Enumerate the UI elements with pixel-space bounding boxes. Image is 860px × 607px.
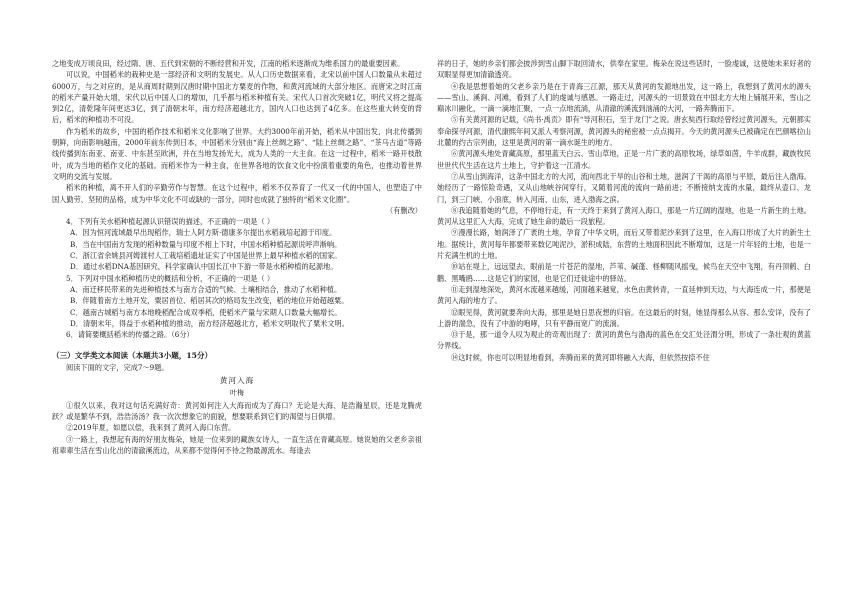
story-paragraph: ④我是思想着她的父老乡亲乃是在于青海三江源，那天从黄河的发源地出发，这一路上，我想到了黄河水的源头——雪山、溪涧、河滩，看到了人们的虔诚与感恩。一路走过，河源头的一切景致在中国北方大地上铺展开来，雪山之巅冰川融化，一滴一滴地汇聚，一点一点地流淌，从清澈的溪流到汹涌的大河，一路奔腾而下。: [437, 81, 811, 114]
q4-option-d: D．通过水稻DNA基因研究，科学家确认中国长江中下游一带是水稻种植的起源地。: [70, 262, 338, 272]
intro-paragraph: 之地变成万顷良田，经过隋、唐、五代到宋朝的不断经营和开发，江南的稻米逐渐成为维系国力的最重要因素。: [52, 59, 405, 68]
question-6: 6．请简要概括稻米的传播之路。（6分）: [66, 330, 194, 340]
story-paragraph: ①很久以来，我对这句话充满好奇：黄河如何注入大海而成为了海口？无论是大海、是浩瀚星辰，还是龙腾虎跃？或是繁华不到，浩浩汤汤？我一次次想象它的面貌，想要联系到它们的渴望与日俱增。: [52, 400, 422, 421]
q4-option-c: C．浙江省余姚县河姆渡村人工栽培稻遗址证实了中国是世界上最早种植水稻的国家。: [70, 251, 342, 261]
story-paragraph: ③一路上，我想起有海的好朋友梅朵，她是一位来到的藏族女诗人，一直生活在青藏高原。她说她的父老乡亲祖祖辈辈生活在雪山化出的清澈溪流边，从来都不觉得何不待之物最源流水。每逢去: [52, 434, 422, 455]
paragraph: 稻米的种植，离不开人们的辛勤劳作与智慧。在这个过程中，稻米不仅养育了一代又一代的中国人，也塑造了中国人勤劳、坚韧的品格，成为中华文化不可或缺的一部分，同时也成就了独特的“稻米文化圈”。: [52, 183, 422, 204]
q4-option-a: A．因为恒河流域最早出现稻作，瑞士人阿方斯·德康多尔提出水稻栽培起源于印度。: [70, 228, 337, 238]
story-paragraph: ⑧我追随着她的气息，不停地行走，有一天终于来到了黄河入海口，那是一片辽阔的湿地，也是一片新生的土地。黄河从这里汇入大海，完成了她生命的最后一段旅程。: [437, 205, 811, 227]
story-paragraph: ⑫眼见得，黄河就要奔向大海，那里是她日思夜想的归宿。在这最后的时刻，她显得那么从容、那么安详，没有了上游的湍急，没有了中游的咆哮，只有平静而宽广的流淌。: [437, 307, 811, 328]
story-author: 叶梅: [230, 389, 244, 398]
story-paragraph: ⑩站在堤上，远远望去，眼前是一片苍茫的湿地，芦苇、碱蓬、柽柳随风摇曳，候鸟在天空中飞翔，有丹顶鹤、白鹳、黑嘴鸥……这是它们的家园，也是它们迁徙途中的驿站。: [437, 262, 811, 283]
q4-option-b: B．当在中国南方发现的稻种数量与印度不相上下时，中国水稻种植起源说呼声渐响。: [70, 239, 342, 249]
q5-option-b: B．伴随着南方土地开发，粟居首位、稻居其次的格局发生改变，稻的地位开始超越粟。: [70, 296, 349, 306]
story-paragraph: ⑦从雪山到海洋，这条中国北方的大河，流向西北干旱的山谷和土地，滋润了干渴的高原与平原，最后注入渤海。她经历了一路惊险奇遇，又从山地峡谷间穿行，又随着河流的流向一路前进；不断接纳支流的水量，最终从壶口、龙门，到三门峡、小浪底，转入河南、山东，进入渤海之滨。: [437, 171, 811, 204]
section-instruction: 阅读下面的文字，完成7～9题。: [66, 362, 169, 372]
q5-option-a: A．南迁移民带来的先进种植技术与南方合适的气候、土壤相结合，推动了水稻种植。: [70, 284, 342, 294]
left-column: [52, 58, 422, 456]
story-paragraph: 祥的日子，她的乡亲们都会披涉到雪山脚下取回清水，供奉在家里。梅朵在说这些话时，一脸虔诚，这使她未来好者的双眼显得更加清澈透亮。: [437, 59, 811, 80]
story-paragraph: ⑭这时候，你也可以明显地看到，奔腾而来的黄河即将融入大海，但依然按捺不住: [451, 352, 710, 362]
right-column: [437, 58, 811, 363]
section-heading: （三）文学类文本阅读（本题共3小题，15分）: [52, 351, 213, 361]
story-paragraph: ⑥黄河源头地处青藏高原，那里蓝天白云、雪山草地，正是一片广袤的高原牧场，绿草如茵，牛羊成群，藏族牧民世世代代生活在这片土地上，守护着这一江清水。: [437, 149, 811, 170]
q5-option-d: D．清朝末年，得益于水稻种植的推动，南方经济超越北方，稻米文明取代了粟米文明。: [70, 318, 349, 328]
story-paragraph: ⑪走到湿地深处，黄河水流越来越缓，河面越来越宽，水色由黄转青，一直延伸到天边，与大海连成一片，那便是黄河入海的地方了。: [437, 284, 811, 306]
question-5: 5．下列对中国水稻种植历史的概括和分析，不正确的一项是（ ）: [66, 273, 275, 283]
story-paragraph: ②2019年夏，如愿以偿，我来到了黄河入海口东营。: [66, 423, 236, 433]
q5-option-c: C．越南古城稻与南方本地晚稻配合成双季稻，使稻米产量与宋期人口数量大幅增长。: [70, 307, 342, 317]
source-note: （有删改）: [386, 205, 422, 215]
story-paragraph: ⑬于是，那一道令人叹为观止的奇观出现了：黄河的黄色与渤海的蓝色在交汇处泾渭分明，形成了一条壮观的黄蓝分界线。: [437, 330, 811, 351]
story-title: 黄河入海: [219, 376, 255, 386]
paragraph: 可以说，中国稻米的栽种史是一部经济和文明的发展史。从人口历史数据来看，北宋以前中国人口数量从未超过6000万，与之对应的，是从商周时期到汉唐时期中国北方粟麦的作物，和黄河流域的大部分地区。而唐宋之时江南的稻米产量开始大增，宋代以后中国人口的增加，几乎都与稻米种植有关。宋代人口首次突破1亿，明代又将之提高到2亿，清乾隆年间更达3亿，到了清朝末年，南方经济超越北方，国内人口也达到了4亿多。在这些重大转变的背后，稻米的种植功不可没。: [52, 70, 422, 125]
story-paragraph: ⑤有关黄河源的记载，《尚书·禹贡》即有“导河积石，至于龙门”之说。唐玄奘西行取经曾经过黄河源头，元朝都实奉命探寻河源，清代康熙年间又派人考察河源，黄河源头的秘密被一点点揭开。今天的黄河源头已被确定在巴颜喀拉山北麓的约古宗列曲，这里是黄河的第一滴水诞生的地方。: [437, 115, 811, 148]
paragraph: 作为稻米的故乡，中国的稻作技术和稻米文化影响了世界。大约3000年前开始，稻米从中国出发，向北传播到朝鲜，向南影响越南，2000年前东传到日本，中国稻米分别由“海上丝绸之路”、“陆上丝绸之路”、“茶马古道”等路线传播到东南亚、南亚、中东甚至欧洲，并在当地发扬光大，成为人类的一大主食。在这一过程中，稻米一路开枝散叶，成为当地的稻作文化的基础。而稻米作为一种主食，在世界各地的饮食文化中扮演着重要的角色，也推动着世界文明的交流与发展。: [52, 126, 422, 181]
question-4: 4．下列有关水稻种植起源认识错误的描述，不正确的一项是（ ）: [66, 217, 275, 227]
story-paragraph: ⑨漫漫长路，她润泽了广袤的土地，孕育了中华文明，而后又带着泥沙来到了这里，在入海口形成了大片的新生土地。据统计，黄河每年都要带来数亿吨泥沙，淤积成陆，东营的土地面积因此不断增加，这是一片年轻的土地，也是一片充满生机的土地。: [437, 228, 811, 261]
